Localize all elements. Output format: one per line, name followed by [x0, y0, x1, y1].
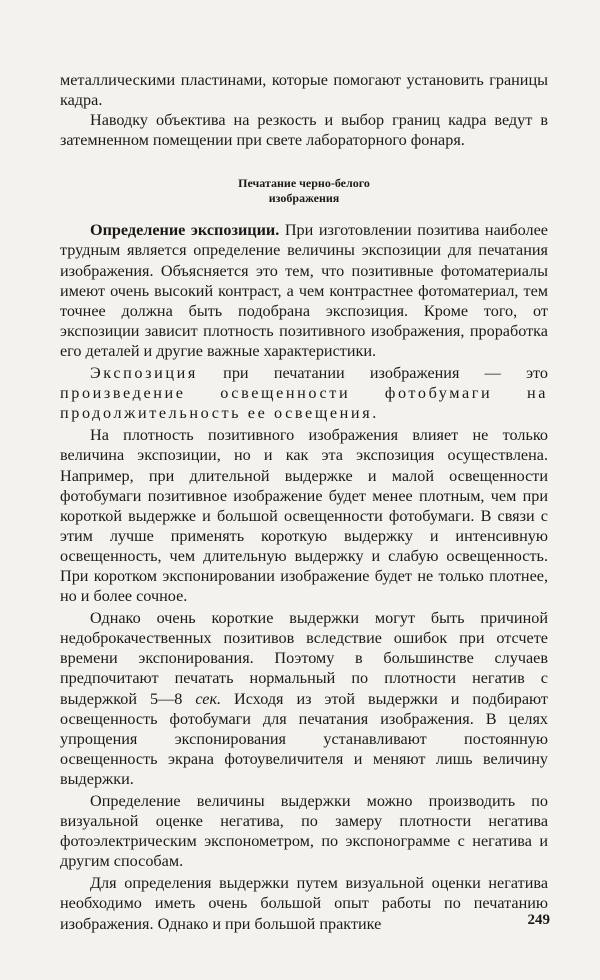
short-exposures-text-b: Исходя из этой выдержки и подбирают освещенность фотобумаги для печатания изображения. В целях упрощения экспонирования устанавливают постоянную освещенность экрана фотоувеличителя и меняют лишь величину выдержки. — [60, 689, 548, 788]
spaced-term-exposure: Экспозиция — [90, 364, 198, 383]
paragraph-methods: Определение величины выдержки можно производить по визуальной оценке негатива, по замеру плотности негатива фотоэлектрическим экспонометром, по экспонограмме с негатива и другим способам. — [60, 792, 548, 871]
page-number: 249 — [527, 912, 550, 928]
section-heading — [60, 176, 548, 206]
paragraph-exposure-text: При изготовлении позитива наиболее трудным является определение величины экспозиции для печатания изображения. Объясняется это тем, что позитивные фотоматериалы имеют очень высокий контраст, а чем контрастнее фотоматериал, тем точнее должна быть подобрана экспозиция. Кроме того, от экспозиции зависит плотность позитивного изображения, проработка его деталей и другие важные характеристики. — [60, 221, 548, 360]
paragraph-short-exposures — [60, 608, 548, 789]
section-heading-line-1: Печатание черно-белого — [238, 176, 370, 191]
paragraph-intro-continuation: металлическими пластинами, которые помогают установить границы кадра. — [60, 71, 548, 110]
run-in-heading: Определение экспозиции. — [90, 221, 280, 240]
paragraph-exposure-formula — [60, 363, 548, 423]
paragraph-visual-assessment: Для определения выдержки путем визуальной оценки негатива необходимо иметь очень большой опыт работы по печатанию изображения. Однако и при большой практике — [60, 874, 548, 933]
formula-plain-text: при печатании изображения — это — [197, 364, 548, 383]
spaced-formula-text: произведение освещенности фотобумаги на продолжительность ее освещения. — [60, 384, 548, 423]
short-exposures-text-a: Однако очень короткие выдержки могут быть причиной недоброкачественных позитивов вследствие ошибок при отсчете времени экспонирования. Поэтому в большинстве случаев предпочитают печатать нормальный по плотности негатив с выдержкой 5—8 — [60, 609, 548, 708]
section-heading-line-2: изображения — [268, 191, 340, 206]
paragraph-exposure-definition — [60, 220, 548, 361]
paragraph-focusing: Наводку объектива на резкость и выбор границ кадра ведут в затемненном помещении при свете лабораторного фонаря. — [60, 111, 548, 150]
book-page — [60, 70, 548, 934]
paragraph-density: На плотность позитивного изображения влияет не только величина экспозиции, но и как эта экспозиция осуществлена. Например, при длительной выдержке и малой освещенности фотобумаги позитивное изображение будет менее плотным, чем при короткой выдержке и большой освещенности фотобумаги. В связи с этим лучше применять короткую выдержку и интенсивную освещенность, чем длительную выдержку и слабую освещенность. При коротком экспонировании изображение будет не только плотнее, но и более сочное. — [60, 426, 548, 606]
unit-seconds: сек. — [195, 689, 222, 708]
